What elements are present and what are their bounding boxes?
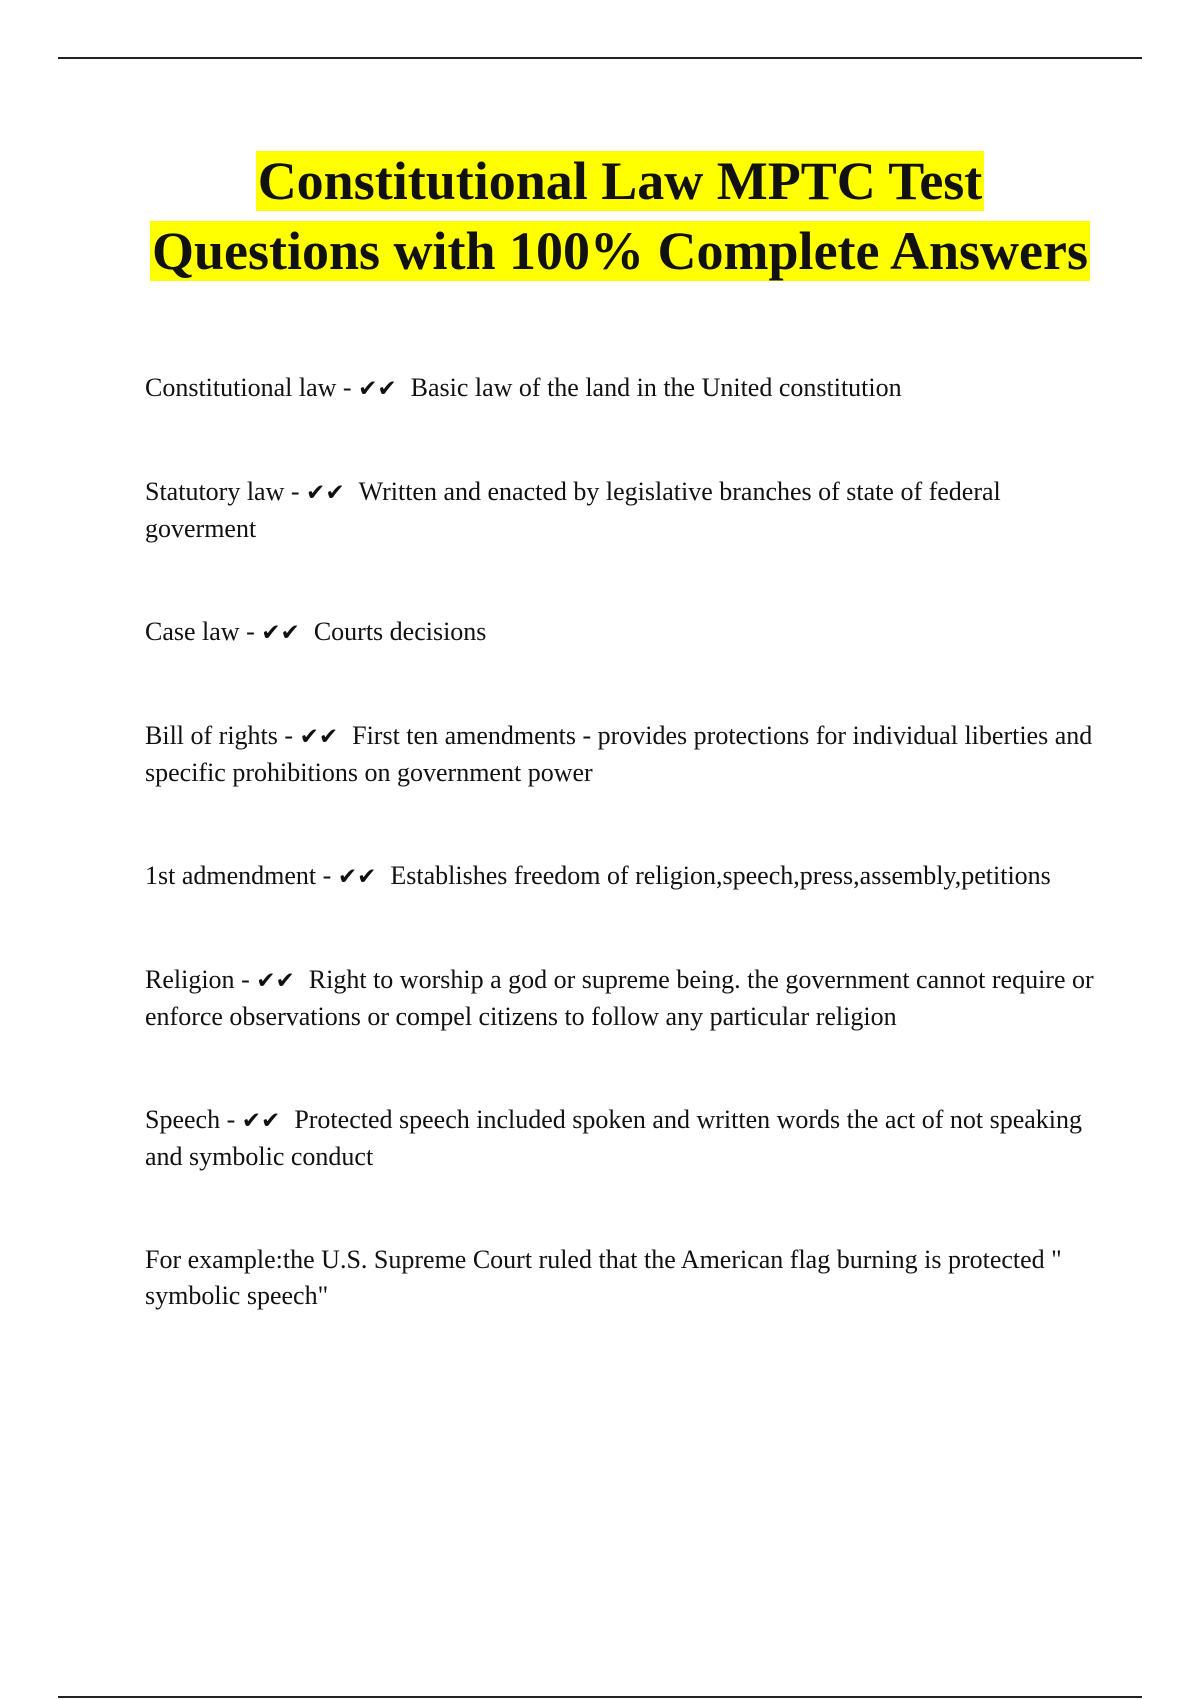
qa-list [145,370,1095,1381]
entry-term: 1st admendment [145,861,317,890]
double-check-icon: ✔✔ [261,620,300,646]
qa-entry-1st-amendment: 1st admendment - ✔✔ Establishes freedom of religion,speech,press,assembly,petitions [145,861,1051,890]
entry-definition: Courts decisions [313,617,487,646]
entry-definition: First ten amendments - provides protections for individual liberties and specific prohibitions on government power [145,721,1093,787]
qa-entry-bill-of-rights: Bill of rights - ✔✔ First ten amendments - provides protections for individual liberties and specific prohibitions on government power [145,721,1093,787]
document-title [140,146,1100,286]
qa-entry-speech: Speech - ✔✔ Protected speech included spoken and written words the act of not speaking and symbolic conduct [145,1105,1083,1171]
title-highlight: Constitutional Law MPTC Test Questions with 100% Complete Answers [151,151,1088,281]
title-block [140,146,1100,286]
qa-entry-constitutional-law: Constitutional law - ✔✔ Basic law of the land in the United constitution [145,373,902,402]
entry-term: Religion [145,965,235,994]
top-rule [58,57,1142,59]
entry-term: Constitutional law [145,373,337,402]
double-check-icon: ✔✔ [358,376,397,402]
double-check-icon: ✔✔ [256,968,295,994]
double-check-icon: ✔✔ [299,724,339,750]
qa-entry-case-law: Case law - ✔✔ Courts decisions [145,617,487,646]
entry-term: Speech [145,1105,221,1134]
example-note: For example:the U.S. Supreme Court ruled that the American flag burning is protected " symbolic speech" [145,1245,1062,1310]
double-check-icon: ✔✔ [306,480,345,506]
double-check-icon: ✔✔ [337,864,377,890]
entry-term: Statutory law [145,477,285,506]
double-check-icon: ✔✔ [241,1108,281,1134]
bottom-rule [58,1696,1142,1698]
entry-definition: Protected speech included spoken and written words the act of not speaking and symbolic conduct [145,1105,1083,1171]
entry-definition: Basic law of the land in the United constitution [410,373,902,402]
qa-entry-religion: Religion - ✔✔ Right to worship a god or supreme being. the government cannot require or enforce observations or compel citizens to follow any particular religion [145,965,1094,1031]
entry-term: Case law [145,617,240,646]
entry-definition: Written and enacted by legislative branches of state of federal goverment [145,477,1001,543]
entry-definition: Establishes freedom of religion,speech,press,assembly,petitions [390,861,1051,890]
entry-definition: Right to worship a god or supreme being. the government cannot require or enforce observations or compel citizens to follow any particular religion [145,965,1094,1031]
entry-term: Bill of rights [145,721,278,750]
qa-entry-statutory-law: Statutory law - ✔✔ Written and enacted by legislative branches of state of federal goverment [145,477,1001,543]
